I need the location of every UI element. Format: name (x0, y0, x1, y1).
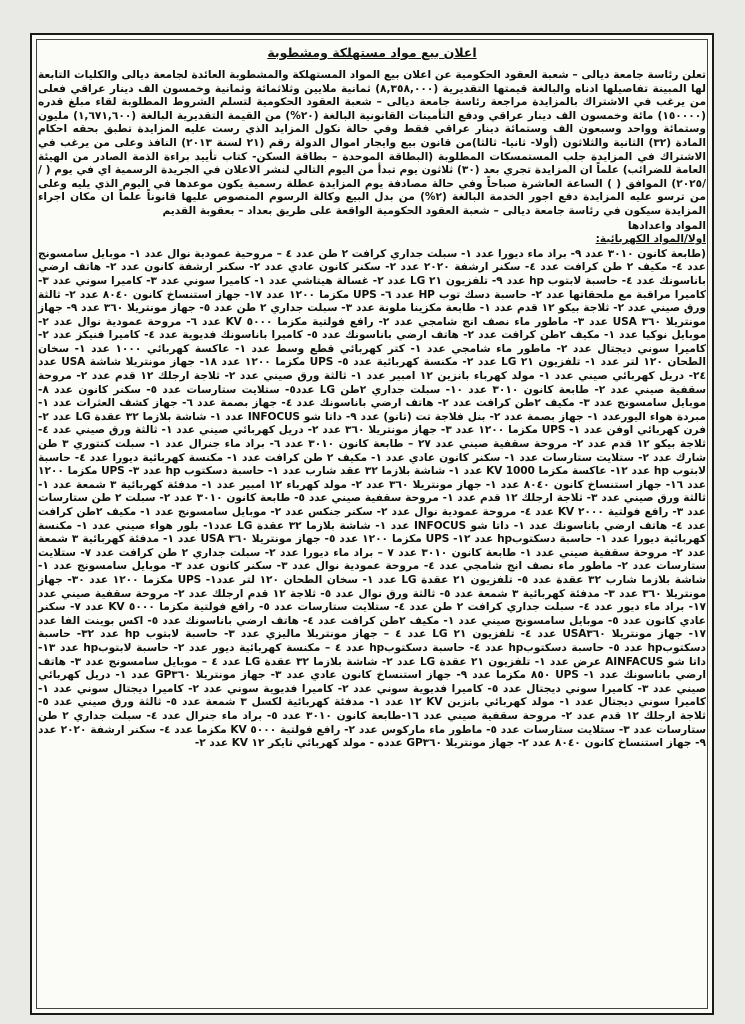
items-list: (طابعة كانون ٣٠١٠ عدد ٩- براد ماء ديورا عدد ١- سبلت جداري كرافت ٢ طن عدد ٤ – مروحية عمودية نوال عدد ١- موبايل سامسونج عدد ٤- مكيف ٢ طن كرافت عدد ٤- سكنر ارشفة ٢٠٢٠ عدد ٢- سكنر كانون عادي عدد ٢- سكنر ارشفة كانون عدد ٢- هاتف ارضي باناسونك عدد ٤- حاسبة لابتوب hp عدد ٩- تلفزيون ٢١ LG عدد ٢- غسالة هيتاشي عدد ١- كاميرا سوني عدد ٣- كاميرا سوني عدد ٣- كاميرا مراقبة مع ملحقاتها عدد ٢- حاسبة دسك توب HP عدد ٦- UPS مكزما ١٢٠٠ عدد ١٧- جهاز استنساخ كانون ٨٠٤٠ عدد ٢- ثالثة ورق صيني عدد ٢- ثلاجة بيكو ١٢ قدم عدد ١- طابعة مكزينا ملونة عدد ٣- سبلت جداري ٢ طن عدد ٥- جهاز مونتريلا ٣٦٠ عدد ٩- جهاز مونتريلا ٣٦٠ USA عدد ٣- ماطور ماء نصف انج شامجي عدد ٢- رافع فولتية مكزما ٥٠٠٠ KV عدد ٦- مروحة عمودية نوال عدد ٢- موبايل نوكيا عدد ١- مكيف ٢طن كرافت عدد ٢- هاتف ارضي باناسونك عدد ٥- كاميرا باناسونك فديوية عدد ٤- كاميرا فنيكز عدد ٢- كاميرا سوني ديجتال عدد ٢- ماطور ماء شامجي عدد ١- كتر كهربائي قطع وسط عدد ١- عاكسة كهربائي ١٠٠٠ عدد ١- سخان الطحان ١٢٠ لتر عدد ١- تلفزيون ٢١ LG عدد ٢- مكنسة كهربائية عدد ٥- UPS مكزما ١٢٠٠ عدد ١٨- جهاز مونتريلا شاشة USA عدد ٢٤- دريل كهربائي صيني عدد ١- مولد كهرباء بانزين ١٢ امبير عدد ١- ثالثة ورق صيني عدد ٢- ثلاجة ارجلك ١٢ قدم عدد ٢- مروحة سقفية صيني عدد ٢- طابعة كانون ٣٠١٠ عدد ١٠- سبلت جداري ٢طن LG عدد٥- ستلايت ستارسات عدد ٥- سكنر كانون عدد ٨- موبايل سامسونج عدد ٣- مكيف ٢طن كرافت عدد ٢- هاتف ارضي باناسونك عدد ٤- جهاز بصمة عدد ٦- جهاز كشف العثرات عدد ١- مبردة هواء اليورعدد ١- جهاز بصمة عدد ٢- بنل فلاجة تت (تانو) عدد ٩- داتا شو INFOCUS عدد ١- شاشة بلازما ٣٢ عقدة LG عدد ٢- فرن كهربائي اوفن عدد ١- UPS مكزما ١٢٠٠ عدد ٣- جهاز مونتريلا ٣٦٠ عدد ٢- دريل كهربائي صيني عدد ١- ثالثة ورق صيني عدد ٤- ثلاجة بيكو ١٢ قدم عدد ٢- مروحة سقفية صيني عدد ٢٧ – طابعة كانون ٣٠١٠ عدد ٦- براد ماء جنرال عدد ١- سبلت كنتوري ٣ طن شارك عدد ٢- ستلايت ستارسات عدد ١- سكنر كانون عادي عدد ١- مكيف ٢ طن كرافت عدد ١- مكنسة كهربائية ديورا عدد ٤- حاسبة لابتوب hp عدد ١٢- عاكسة مكزما KV 1000 عدد ١- شاشة بلازما ٣٢ عقد شارب عدد ١- حاسبة دسكتوب hp عدد ٣- UPS مكزما ١٢٠٠ عدد ١٦- جهاز استنساخ كانون ٨٠٤٠ عدد ١- جهاز مونتريلا ٣٦٠ عدد ٢- مولد كهرباء ١٢ امبير عدد ١- مدفئة كهربائية ٣ شمعة عدد ١- ثالثة ورق صيني عدد ٣- ثلاجة ارجلك ١٢ قدم عدد ١- مروحة سقفية صيني عدد ٥- طابعة كانون ٣٠١٠ عدد ٢- سبلت ٢ طن ستارسات عدد ٣- رافع فولتية ٢٠٠٠ KV عدد ٤- مروحة عمودية نوال عدد ٢- سكنر جنكس عدد ٢- موبايل سامسونج عدد ١- مكيف ٢طن كرافت عدد ٤- هاتف ارضي باناسونك عدد ١- داتا شو INFOCUS عدد ١- شاشة بلازما ٣٢ عقدة LG عدد١- بلور هواء صيني عدد ١- مكنسة كهربائية ديورا عدد ١- حاسبة دسكتوبhp عدد ١٢- UPS مكزما ١٢٠٠ عدد ٥- جهاز مونتريلا ٣٦٠ USA عدد ١- مدفئة كهربائية ٣ شمعة عدد ٢- مروحة سقفية صيني عدد ١- طابعة كانون ٣٠١٠ عدد ٧ – براد ماء ديورا عدد ٢- سبلت جداري ٢ طن كرافت عدد ٧- ستلايت ستارسات عدد ٢- ماطور ماء نصف انج شامجي عدد ٤- مروحة عمودية نوال عدد ٣- سكنر كانون عدد ٣- موبايل سامسونج عدد ١- شاشة بلازما شارب ٣٢ عقدة عدد ٥- تلفزيون ٢١ عقدة LG عدد ١- سخان الطحان ١٢٠ لتر عدد١- UPS مكزما ١٢٠٠ عدد ٣٠- جهاز مونتريلا ٣٦٠ عدد ٣- مدفئة كهربائية ٣ شمعة عدد ٥- ثالثة ورق نوال عدد ٥- ثلاجة ١٢ قدم ارجلك عدد ٢- مروحة سقفية صيني عدد ١٧- براد ماء ديور عدد ٤- سبلت جداري كرافت ٢ طن عدد ٤- ستلايت ستارسات عدد ٥- رافع فولتية مكزما ٥٠٠٠ KV عدد ٧- سكنر عادي كانون عدد ٥- موبايل سامسونج صيني عدد ١- مكيف ٢طن كرافت عدد ٤- هاتف ارضي باناسونك عدد ٥- اكس بوينت الفا عدد ١٧- جهاز مونتريلا USA٣٦٠ عدد ٤- تلفزيون ٢١ LG عدد ٤ – جهاز مونتريلا ماليزي عدد ٣- حاسبة لابتوب hp عدد ٣٢- حاسبة دسكتوبhp عدد ٥- حاسبة دسكتوبhp عدد ٤- حاسبة دسكتوبhp عدد ٤ – مكنسة كهربائية ديور عدد ٢- حاسبة لابتوبhp عدد ١٣- داتا شو AINFACUS عرض عدد ١- تلفزيون ٢١ عقدة LG عدد ٢- شاشة بلازما ٣٢ عقدة LG عدد ٤ – موبايل سامسونج عدد ٣- هاتف ارضي باناسونك عدد ١- UPS ٨٥٠ مكزما عدد ٩- جهاز استنساخ كانون عادي عدد ٣- جهاز مونتريلا GP٣٦٠ عدد ١- دريل كهربائي صيني عدد ٣- كاميرا سوني ديجتال عدد ٥- كاميرا فديوية سوني عدد ٢- كاميرا فديوية سوني عدد ٢- كاميرا ديجتال سوني عدد ١- كاميرا سوني ديجتال عدد ١- مولد كهربائي بانزين KV ١٢ عدد ١- مدفئة كهربائية لكسل ٣ شمعة عدد ٥- ثالثة ورق صيني عدد ٥- ثلاجة ارجلك ١٢ قدم عدد ٢- مروحة سقفية صيني عدد ١٦-طابعة كانون ٣٠١٠ عدد ٥- براد ماء جنرال عدد ٤- سبلت جداري ٢ طن ستارسات عدد ٣- ستلايت ستارسات عدد ٥- ماطور ماء ماركوس عدد ٢- رافع فولتية ٥٠٠٠ KV مكزما عدد ٤- سكنر ارشفة ٢٠٢٠ عدد ٩- جهاز استنساخ كانون ٨٠٤٠ عدد ٢- جهاز مونتريلا GP٣٦٠ عدده - مولد كهربائي تايكر ١٢ KV عدد ٢- (38, 247, 707, 750)
subsection-heading: اولا/المواد الكهربائية: (595, 233, 706, 246)
document-title: اعلان بيع مواد مستهلكة ومشطوبة (267, 45, 477, 60)
section-heading: المواد واعدادها (627, 219, 706, 232)
document-body (38, 69, 706, 1009)
intro-paragraph: تعلن رئاسة جامعة ديالى – شعبة العقود الحكومية عن اعلان بيع المواد المستهلكة والمشطوبة العائدة لجامعة ديالى والكليات التابعة لها المبينة تفاصيلها ادناه والبالغة قيمتها التقديرية (٨,٣٥٨,٠٠٠) ثمانية ملايين وثلاثمائة وثمانية وخمسون الف دينار عراقي فعلى من يرغب في الاشتراك بالمزايدة مراجعة رئاسة جامعة ديالى – شعبة العقود الحكومية لتسلم الشروط المطلوبة لقاء مبلغ قدره (١٥٠٠٠٠) مائة وخمسون الف دينار عراقي ودفع التأمينات القانونية البالغة (٢٠%) من القيمة التقديرية البالغة (١,٦٧١,٦٠٠) مليون وستمائة وواحد وسبعون الف وستمائة دينار عراقي فقط وفي حالة نكول المزايد الذي رست عليه المزايدة تطبق بحقه احكام المادة (٣٢) الثانية والثلاثون (أولا- ثانيا- ثالثا)من قانون بيع وايجار اموال الدولة رقم (٢١ لسنة ٢٠١٣) النافذ وعلى من يرغب في الاشتراك في المزايدة جلب المستمسكات المطلوبة (البطاقة الموحدة – بطاقة السكن- كتاب تأييد براءة الذمة الصادر من الهيئة العامة للضرائب) علماً ان المزايدة تجري بعد (٣٠) ثلاثون يوم تبدأ من اليوم التالي لنشر الاعلان في الجريدة الرسمية اي في يوم ( / /٢٠٢٥) الموافق ( ) الساعة العاشرة صباحاً وفي حالة مصادفة يوم المزايدة عطلة رسمية يكون موعدها في اليوم الذي يليه وعلى من ترسو عليه المزايدة دفع اجور الخدمة البالغة (٢%) من بدل البيع وكالة الرسوم المنصوص عليها قانوناً علماً ان مكان اجراء المزايدة سيكون في رئاسة جامعة ديالى – شعبة العقود الحكومية الواقعة على طريق بعداد – بعقوبة القديم (38, 69, 707, 217)
document-sheet (30, 33, 714, 1015)
